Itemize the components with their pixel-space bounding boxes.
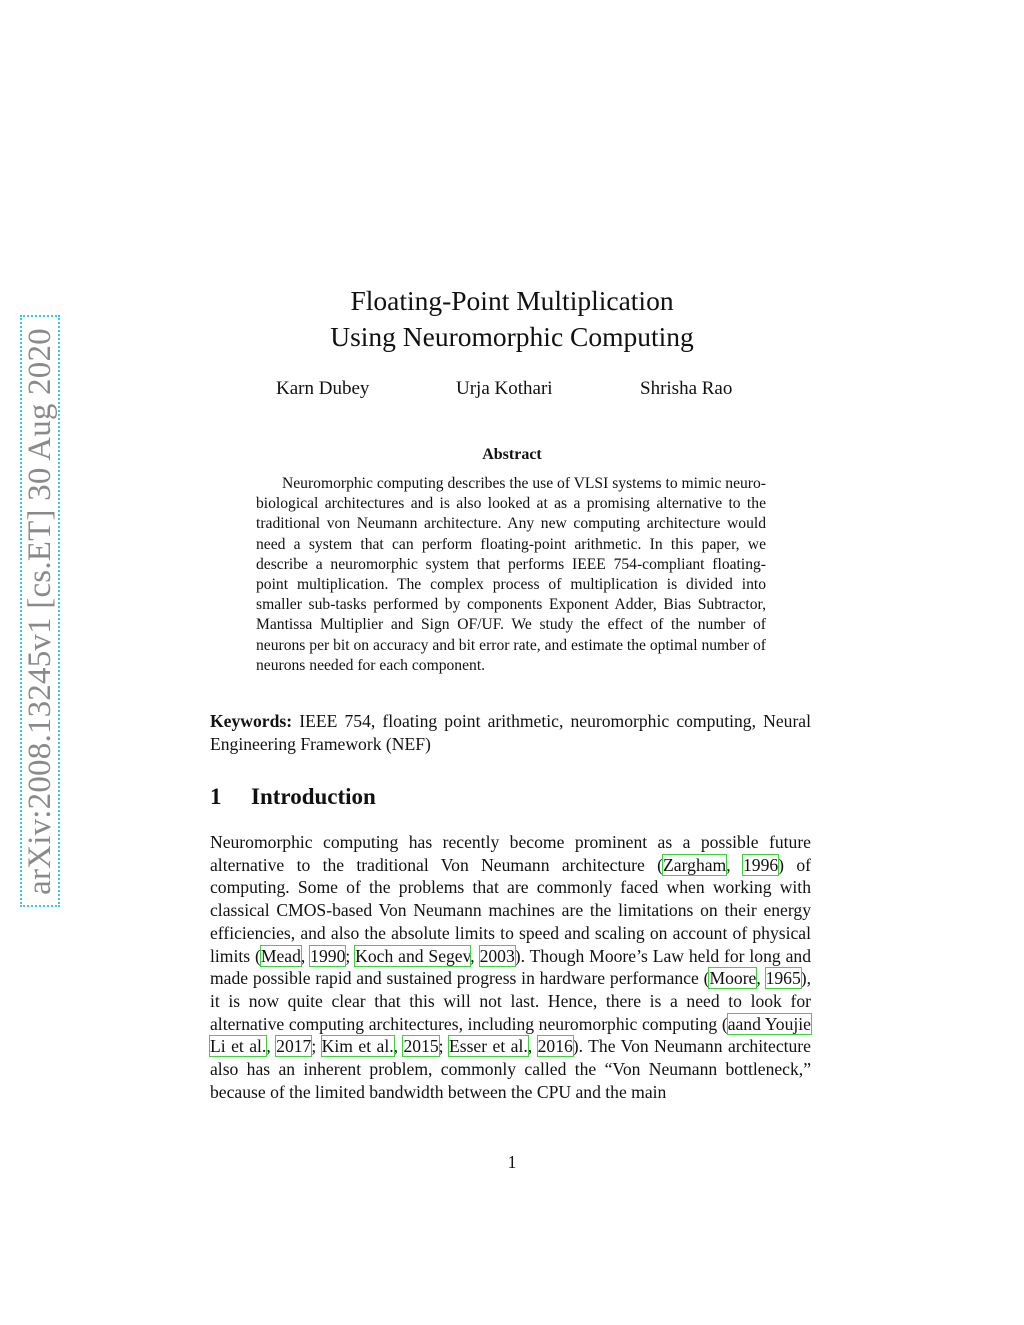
citation-year-link[interactable]: 2015 [403, 1036, 439, 1057]
citation-year-link[interactable]: 1990 [310, 945, 346, 966]
author-2: Urja Kothari [456, 378, 553, 399]
citation-link[interactable]: Kim et al. [321, 1036, 394, 1057]
text-run: , [470, 945, 480, 966]
citation-year-link[interactable]: 2016 [537, 1036, 573, 1057]
section-number: 1 [210, 784, 222, 809]
text-run: ), it is now quite clear that this will not last. Hence, there is a need to look for alternative computing architectures, including neuromorphic computing ( [210, 968, 812, 1034]
title-line-2: Using Neuromorphic Computing [330, 321, 694, 352]
text-run: , [300, 945, 311, 966]
citation-link[interactable]: Koch and Segev [355, 945, 471, 966]
citation-link[interactable]: Esser et al. [448, 1036, 528, 1057]
author-1: Karn Dubey [276, 378, 370, 399]
text-run: , [266, 1036, 277, 1057]
arxiv-stamp [20, 315, 60, 907]
text-run: Neuromorphic computing has recently become prominent as a possible future alternative to the traditional Von Neumann architecture ( [210, 832, 811, 875]
page-number: 1 [507, 1152, 517, 1172]
abstract-heading: Abstract [482, 446, 542, 463]
abstract-body: Neuromorphic computing describes the use of VLSI systems to mimic neuro-biological architectures and is also looked at as a promising alternative to the traditional von Neumann architecture. Any new computing architecture would need a system that can perform floating-point arithmetic. In this paper, we describe a neuromorphic system that performs IEEE 754-compliant floating-point multiplication. The complex process of multiplication is divided into smaller sub-tasks performed by components Exponent Adder, Bias Subtractor, Mantissa Multiplier and Sign OF/UF. We study the effect of the number of neurons per bit on accuracy and bit error rate, and estimate the optimal number of neurons needed for each component. [256, 475, 766, 674]
text-run: ; [311, 1036, 322, 1057]
citation-link[interactable]: aand Youjie Li et al. [210, 1013, 811, 1057]
text-run: , [527, 1036, 538, 1057]
text-run: , [726, 854, 743, 875]
citation-year-link[interactable]: 1996 [742, 854, 779, 875]
author-list [212, 378, 812, 404]
keywords-label: Keywords: [210, 711, 293, 731]
citation-year-link[interactable]: 1965 [765, 968, 801, 989]
section-title: Introduction [251, 784, 376, 809]
citation-year-link[interactable]: 2017 [276, 1036, 312, 1057]
keywords-text: IEEE 754, floating point arithmetic, neuromorphic computing, Neural Engineering Framework (NEF) [210, 711, 811, 754]
paper-title [212, 283, 812, 355]
text-run: ) of computing. Some of the problems that are commonly faced when working with classical CMOS-based Von Neumann machines are the limitations on their energy efficiencies, and also the absolute limits to speed and scaling on account of physical limits ( [210, 854, 812, 966]
section-heading [210, 784, 376, 810]
text-run: ). Though Moore’s Law held for long and made possible rapid and sustained progress in hardware performance ( [210, 945, 811, 989]
citation-link[interactable]: Moore [709, 968, 757, 989]
author-3: Shrisha Rao [640, 378, 733, 399]
citation-link[interactable]: Mead [260, 945, 301, 966]
text-run: ; [438, 1036, 449, 1057]
keywords [210, 710, 811, 756]
text-run: ; [345, 945, 356, 966]
arxiv-id: arXiv:2008.13245v1 [cs.ET] 30 Aug 2020 [21, 327, 58, 895]
citation-year-link[interactable]: 2003 [479, 945, 515, 966]
citation-link[interactable]: Zargham [663, 854, 727, 875]
title-line-1: Floating-Point Multiplication [350, 285, 674, 316]
text-run: , [756, 968, 766, 989]
intro-paragraph [210, 831, 811, 1103]
text-run: , [393, 1036, 404, 1057]
text-run: ). The Von Neumann architecture also has an inherent problem, commonly called the “Von Neumann bottleneck,” because of the limited bandwidth between the CPU and the main [210, 1036, 811, 1102]
